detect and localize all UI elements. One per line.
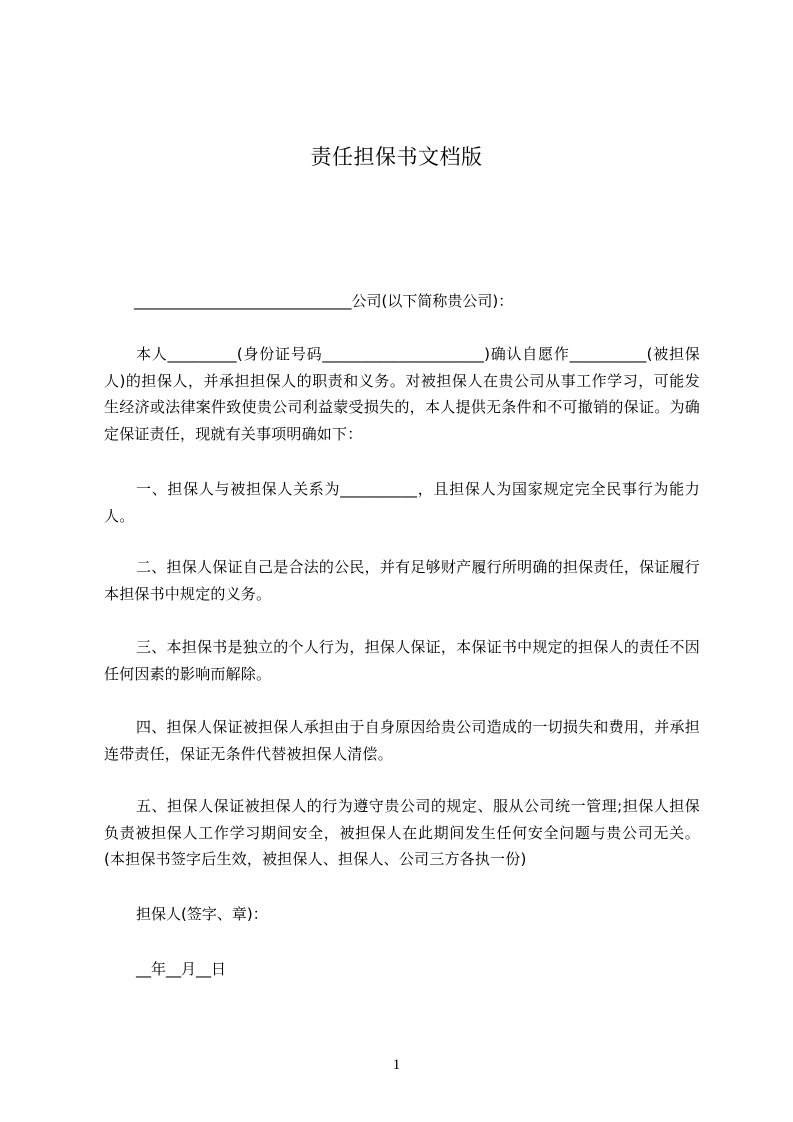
page-number: 1: [392, 1057, 401, 1073]
addressee-line: _____________________________公司(以下简称贵公司)：: [134, 292, 514, 310]
clause-2: 二、担保人保证自己是合法的公民，并有足够财产履行所明确的担保责任，保证履行本担保书中规定的义务。: [104, 558, 700, 603]
clause-4: 四、担保人保证被担保人承担由于自身原因给贵公司造成的一切损失和费用，并承担连带责任，保证无条件代替被担保人清偿。: [104, 718, 700, 763]
clause-3: 三、本担保书是独立的个人行为，担保人保证，本保证书中规定的担保人的责任不因任何因素的影响而解除。: [104, 638, 700, 683]
intro-paragraph: 本人_________(身份证号码_____________________)确认自愿作__________(被担保人)的担保人，并承担担保人的职责和义务。对被担保人在贵公司从事工作学习，可能发生经济或法律案件致使贵公司利益蒙受损失的，本人提供无条件和不可撤销的保证。为确定保证责任，现就有关事项明确如下：: [104, 345, 700, 443]
clause-1: 一、担保人与被担保人关系为__________，且担保人为国家规定完全民事行为能力人。: [104, 480, 700, 525]
signature-line: 担保人(签字、章)：: [136, 905, 268, 923]
clause-5: 五、担保人保证被担保人的行为遵守贵公司的规定、服从公司统一管理;担保人担保负责被担保人工作学习期间安全，被担保人在此期间发生任何安全问题与贵公司无关。(本担保书签字后生效，被担保人、担保人、公司三方各执一份): [104, 797, 700, 868]
document-title: 责任担保书文档版: [310, 145, 483, 169]
date-line: __年__月__日: [136, 960, 227, 978]
